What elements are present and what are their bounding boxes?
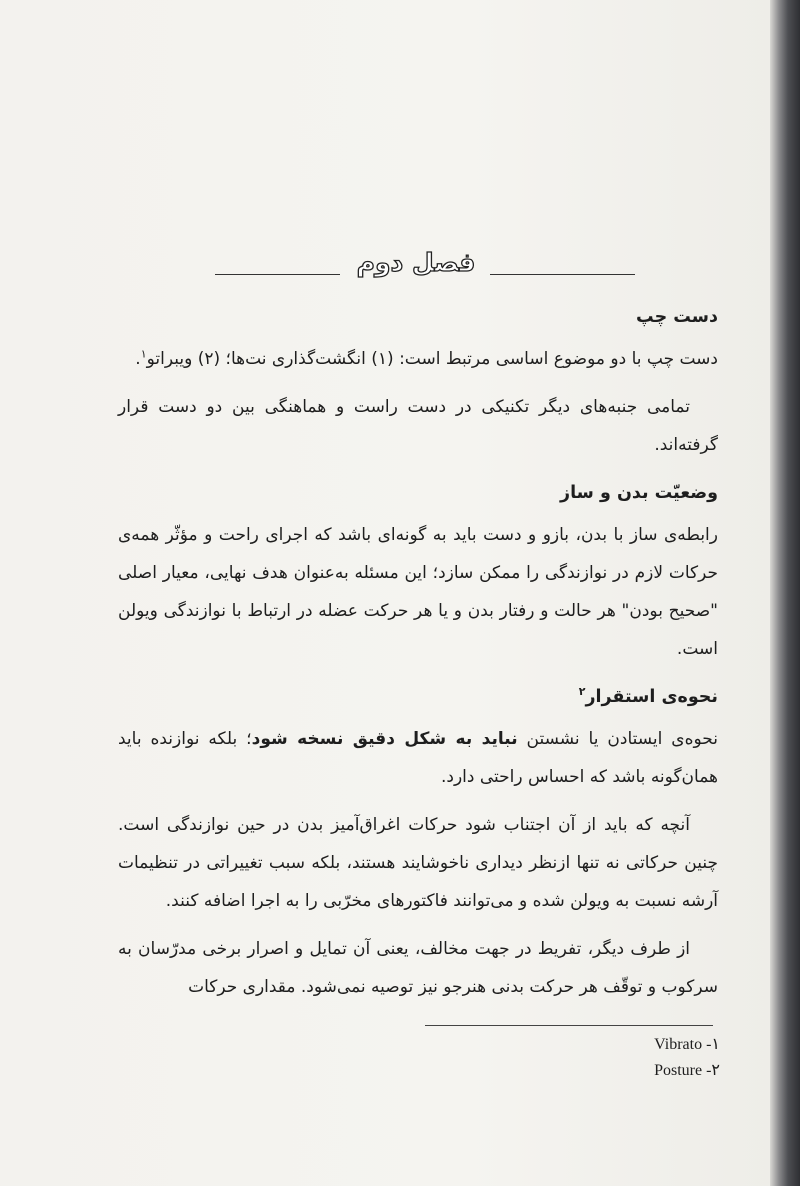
footnote-separator xyxy=(425,1025,713,1026)
paragraph-text: ؛ بلکه نوازنده باید همان‌گونه باشد که احساس راحتی دارد. xyxy=(118,729,718,787)
heading-stance xyxy=(118,678,718,716)
footnote-number: ۲- xyxy=(706,1062,720,1079)
paragraph-punct: . xyxy=(135,349,141,369)
paragraph-left-hand-1 xyxy=(118,340,718,378)
footnote-1 xyxy=(560,1032,720,1058)
paragraph-emphasis: نباید به شکل دقیق نسخه شود xyxy=(251,729,518,749)
page-edge-shadow xyxy=(770,0,800,1186)
footnote-ref-2: ۲ xyxy=(578,685,586,699)
chapter-header xyxy=(215,248,635,288)
paragraph-body-posture-1: رابطه‌ی ساز با بدن، بازو و دست باید به گونه‌ای باشد که اجرای راحت و مؤثّر همه‌ی حرکات لازم در نوازندگی را ممکن سازد؛ این مسئله به‌عنوان هدف نهایی، معیار اصلی "صحیح بودن" هر حالت و رفتار بدن و یا هر حرکت عضله در ارتباط با نوازندگی ویولن است. xyxy=(118,525,718,659)
footnote-2 xyxy=(560,1058,720,1084)
footnote-text: Posture xyxy=(654,1062,703,1079)
footnote-ref-1: ۱ xyxy=(140,347,147,361)
footnote-number: ۱- xyxy=(706,1036,720,1053)
chapter-rule-right xyxy=(490,274,635,275)
paragraph-stance-2: آنچه که باید از آن اجتناب شود حرکات اغراق‌آمیز بدن در حین نوازندگی است. چنین حرکاتی نه تنها ازنظر دیداری ناخوشایند هستند، بلکه سبب تغییراتی در تنظیمات آرشه نسبت به ویولن شده و می‌توانند فاکتورهای مخرّبی را به اجرا اضافه کنند. xyxy=(118,815,718,911)
paragraph-stance-3: از طرف دیگر، تفریط در جهت مخالف، یعنی آن تمایل و اصرار برخی مدرّسان به سرکوب و توقّف هر حرکت بدنی هنرجو نیز توصیه نمی‌شود. مقداری حرکات xyxy=(118,939,718,997)
paragraph-text: نحوه‌ی ایستادن یا نشستن xyxy=(517,729,718,749)
paragraph-text: دست چپ با دو موضوع اساسی مرتبط است: (۱) انگشت‌گذاری نت‌ها؛ (۲) ویبراتو xyxy=(146,349,718,369)
paragraph-left-hand-2: تمامی جنبه‌های دیگر تکنیکی در دست راست و هماهنگی بین دو دست قرار گرفته‌اند. xyxy=(118,397,718,455)
paragraph-stance-1 xyxy=(118,720,718,796)
page-body xyxy=(118,296,718,1016)
heading-left-hand: دست چپ xyxy=(636,307,718,327)
heading-body-posture: وضعیّت بدن و ساز xyxy=(560,483,718,503)
footnote-text: Vibrato xyxy=(654,1036,703,1053)
chapter-rule-left xyxy=(215,274,340,275)
chapter-title: فصل دوم xyxy=(356,248,476,277)
heading-text: نحوه‌ی استقرار xyxy=(585,687,718,707)
footnotes xyxy=(560,1032,720,1084)
